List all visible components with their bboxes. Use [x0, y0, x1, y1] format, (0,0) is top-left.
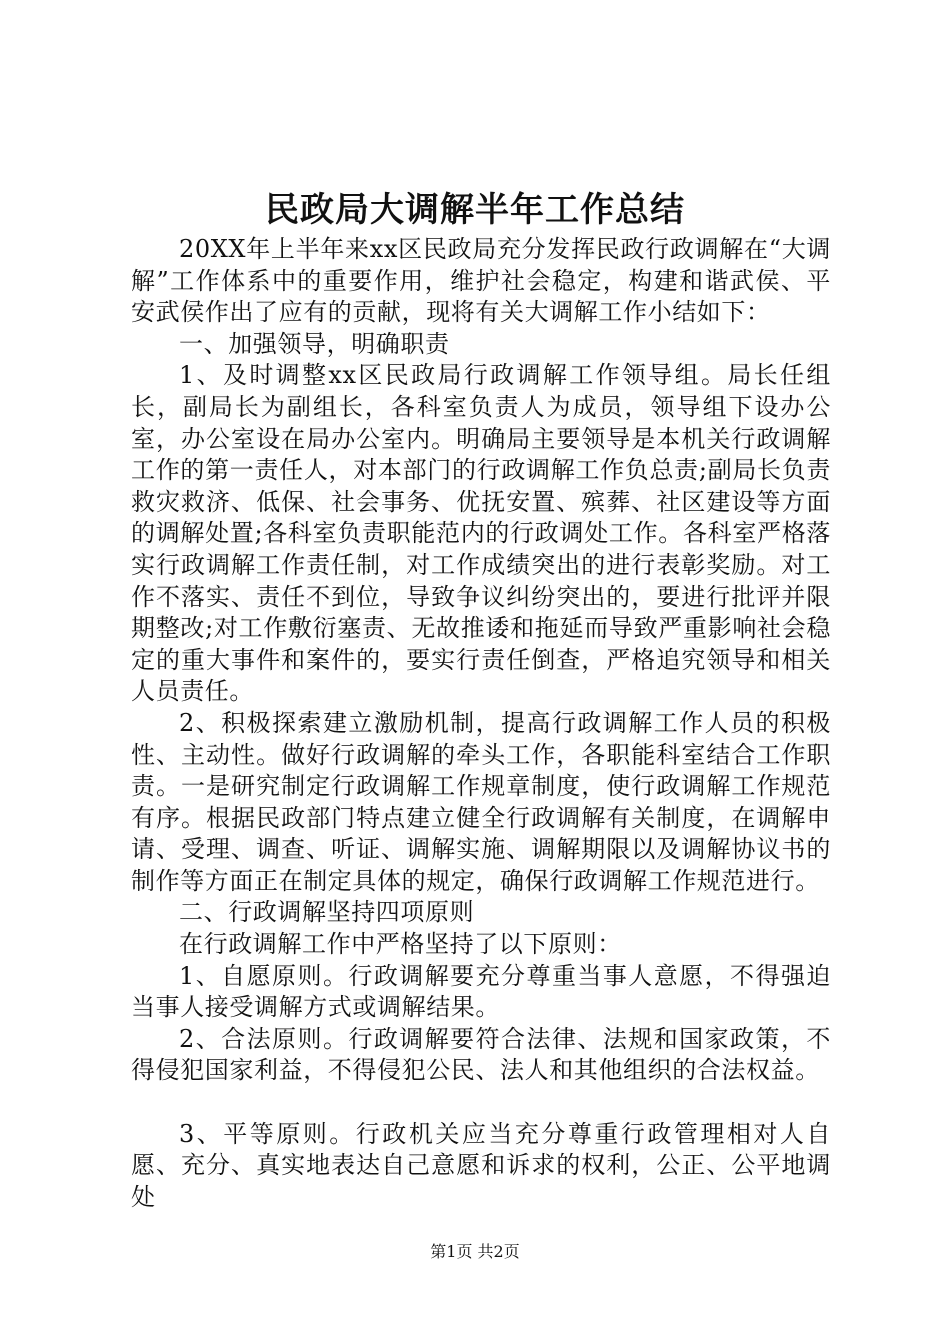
section-heading-1: 一、加强领导，明确职责	[179, 329, 450, 358]
paragraph-principle-2: 2、合法原则。行政调解要符合法律、法规和国家政策，不得侵犯国家利益，不得侵犯公民、法人和其他组织的合法权益。	[131, 1024, 831, 1085]
document-body	[131, 234, 831, 1213]
paragraph-item-1-1: 1、及时调整xx区民政局行政调解工作领导组。局长任组长，副局长为副组长，各科室负责人为成员，领导组下设办公室，办公室设在局办公室内。明确局主要领导是本机关行政调解工作的第一责任人，对本部门的行政调解工作负总责;副局长负责救灾救济、低保、社会事务、优抚安置、殡葬、社区建设等方面的调解处置;各科室负责职能范内的行政调处工作。各科室严格落实行政调解工作责任制，对工作成绩突出的进行表彰奖励。对工作不落实、责任不到位，导致争议纠纷突出的，要进行批评并限期整改;对工作敷衍塞责、无故推诿和拖延而导致严重影响社会稳定的重大事件和案件的，要实行责任倒查，严格追究领导和相关人员责任。	[131, 361, 831, 706]
paragraph-principle-1: 1、自愿原则。行政调解要充分尊重当事人意愿，不得强迫当事人接受调解方式或调解结果。	[131, 961, 831, 1022]
paragraph-intro: 20XX年上半年来xx区民政局充分发挥民政行政调解在“大调解”工作体系中的重要作用，维护社会稳定，构建和谐武侯、平安武侯作出了应有的贡献，现将有关大调解工作小结如下：	[131, 235, 831, 327]
section-heading-2: 二、行政调解坚持四项原则	[179, 898, 475, 927]
document-title: 民政局大调解半年工作总结	[265, 190, 685, 230]
paragraph-principle-3: 3、平等原则。行政机关应当充分尊重行政管理相对人自愿、充分、真实地表达自己意愿和诉求的权利，公正、公平地调处	[131, 1119, 831, 1211]
paragraph-principles-intro: 在行政调解工作中严格坚持了以下原则：	[179, 930, 622, 959]
paragraph-item-1-2: 2、积极探索建立激励机制，提高行政调解工作人员的积极性、主动性。做好行政调解的牵头工作，各职能科室结合工作职责。一是研究制定行政调解工作规章制度，使行政调解工作规范有序。根据民政部门特点建立健全行政调解有关制度，在调解申请、受理、调查、听证、调解实施、调解期限以及调解协议书的制作等方面正在制定具体的规定，确保行政调解工作规范进行。	[131, 708, 831, 895]
page-number: 第1页 共2页	[430, 1242, 520, 1261]
